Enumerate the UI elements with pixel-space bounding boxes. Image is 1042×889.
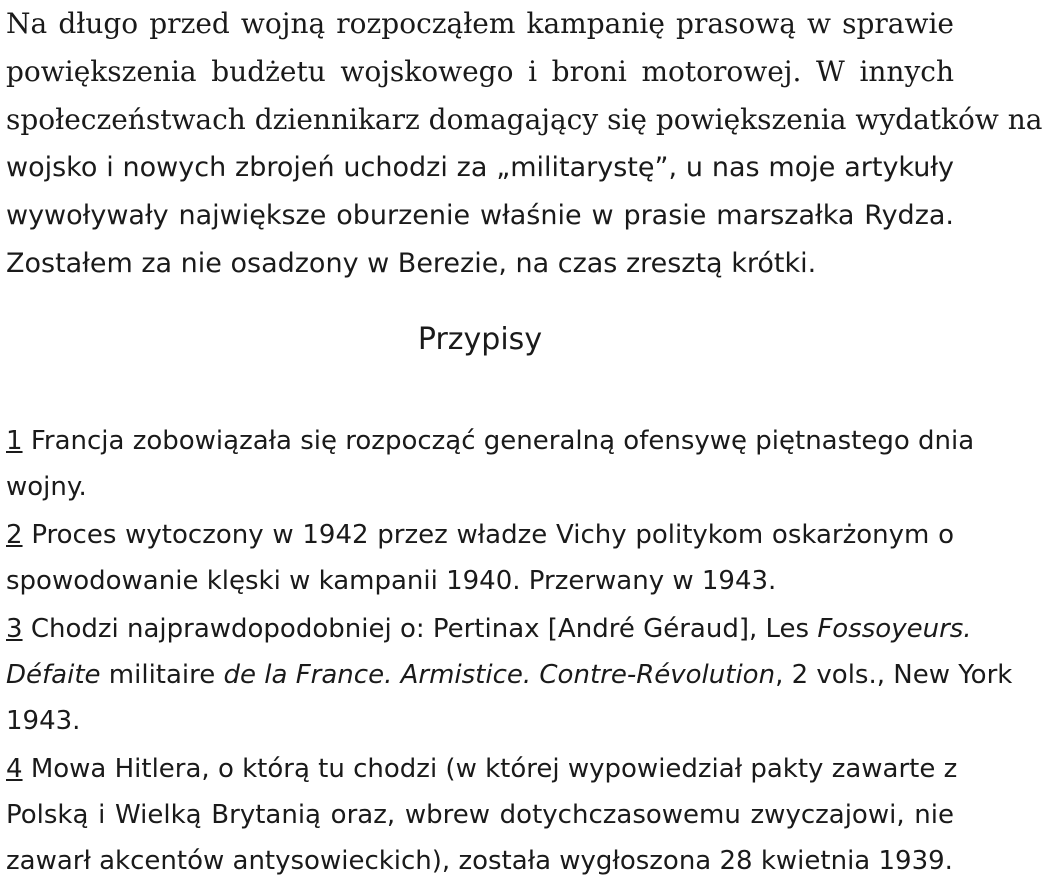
footnote-line [6, 746, 958, 792]
footnote-number-link[interactable]: 2 [6, 520, 23, 550]
footnote-text: Chodzi najprawdopodobniej o: Pertinax [André Géraud], Les [30, 614, 818, 644]
footnote-italic-title: de la France. Armistice. Contre-Révolution [223, 660, 776, 690]
footnote-line: wojny. [6, 472, 87, 502]
footnotes-list [6, 418, 1013, 886]
footnote-3 [6, 606, 1013, 744]
footnote-line: spowodowanie klęski w kampanii 1940. Przerwany w 1943. [6, 566, 777, 596]
footnote-line: Polską i Wielką Brytanią oraz, wbrew dotychczasowemu zwyczajowi, nie [6, 800, 954, 830]
footnotes-heading: Przypisy [417, 322, 543, 357]
footnote-text: Francja zobowiązała się rozpocząć generalną ofensywę piętnastego dnia [30, 426, 975, 456]
body-line: powiększenia budżetu wojskowego i broni motorowej. W innych [6, 55, 954, 88]
footnote-line [6, 606, 972, 652]
footnote-italic-title: Fossoyeurs. [817, 614, 972, 644]
footnote-text: Mowa Hitlera, o którą tu chodzi (w której wypowiedział pakty zawarte z [30, 754, 958, 784]
body-line: społeczeństwach dziennikarz domagający się powiększenia wydatków na [6, 103, 1042, 136]
body-line: Zostałem za nie osadzony w Berezie, na czas zresztą krótki. [6, 248, 817, 279]
footnote-text: Proces wytoczony w 1942 przez władze Vichy politykom oskarżonym o [31, 520, 955, 550]
footnote-line [6, 512, 954, 558]
footnote-number-link[interactable]: 3 [6, 614, 23, 644]
body-line: wojsko i nowych zbrojeń uchodzi za „militarystę”, u nas moje artykuły [6, 152, 954, 183]
footnote-line: 1943. [6, 706, 81, 736]
footnote-2 [6, 512, 954, 604]
body-line: wywoływały największe oburzenie właśnie w prasie marszałka Rydza. [6, 200, 954, 231]
footnote-1 [6, 418, 975, 510]
footnote-italic-title: Défaite [6, 660, 101, 690]
body-paragraph [6, 0, 1042, 288]
footnote-text: militaire [100, 660, 224, 690]
footnote-text: , 2 vols., New York [775, 660, 1013, 690]
footnote-line [6, 418, 975, 464]
footnote-line [6, 652, 1013, 698]
body-line: Na długo przed wojną rozpocząłem kampanię prasową w sprawie [6, 7, 954, 40]
footnote-line: zawarł akcentów antysowieckich), została wygłoszona 28 kwietnia 1939. [6, 846, 953, 876]
footnote-4 [6, 746, 958, 884]
footnote-number-link[interactable]: 4 [6, 754, 23, 784]
document-page [6, 0, 1042, 876]
footnote-number-link[interactable]: 1 [6, 426, 23, 456]
